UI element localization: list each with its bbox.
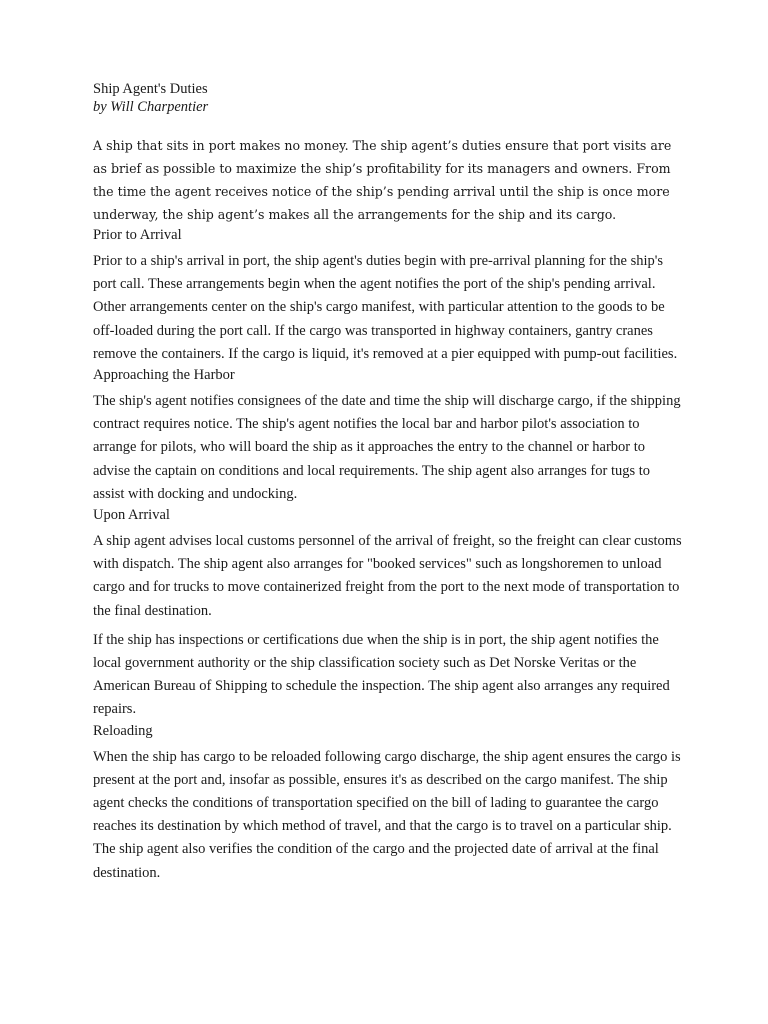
document-byline: by Will Charpentier	[93, 99, 209, 115]
document-title: Ship Agent's Duties	[93, 81, 208, 97]
section-upon-arrival	[93, 506, 683, 722]
section-paragraph: A ship agent advises local customs personnel of the arrival of freight, so the freight can clear customs with dispatch. The ship agent also arranges for "booked services" such as longshoremen to unload cargo and for trucks to move containerized freight from the port to the next mode of transportation to the final destination.	[93, 533, 682, 619]
section-reloading	[93, 722, 683, 885]
section-heading: Prior to Arrival	[93, 227, 182, 243]
section-heading: Approaching the Harbor	[93, 367, 235, 384]
document-page	[93, 80, 683, 885]
section-paragraph: The ship's agent notifies consignees of the date and time the ship will discharge cargo, if the shipping contract requires notice. The ship's agent notifies the local bar and harbor pilot's association to arrange for pilots, who will board the ship as it approaches the entry to the channel or harbor to advise the captain on conditions and local requirements. The ship agent also arranges for tugs to assist with docking and undocking.	[93, 393, 681, 502]
section-approaching-the-harbor	[93, 366, 683, 506]
section-paragraph: If the ship has inspections or certifications due when the ship is in port, the ship agent notifies the local government authority or the ship classification society such as Det Norske Veritas or the American Bureau of Shipping to schedule the inspection. The ship agent also arranges any required repairs.	[93, 631, 670, 718]
section-heading: Reloading	[93, 722, 153, 739]
intro-paragraph: A ship that sits in port makes no money. The ship agent’s duties ensure that port visits are as brief as possible to maximize the ship’s profitability for its managers and owners. From the time the agent receives notice of the ship’s pending arrival until the ship is once more underway, the ship agent’s makes all the arrangements for the ship and its cargo.	[93, 138, 672, 222]
section-paragraph: Prior to a ship's arrival in port, the ship agent's duties begin with pre-arrival planning for the ship's port call. These arrangements begin when the agent notifies the port of the ship's pending arrival. Other arrangements center on the ship's cargo manifest, with particular attention to the goods to be off-loaded during the port call. If the cargo was transported in highway containers, gantry cranes remove the containers. If the cargo is liquid, it's removed at a pier equipped with pump-out facilities.	[93, 253, 678, 362]
section-heading: Upon Arrival	[93, 507, 170, 524]
section-paragraph: When the ship has cargo to be reloaded following cargo discharge, the ship agent ensures the cargo is present at the port and, insofar as possible, ensures it's as described on the cargo manifest. The ship agent checks the conditions of transportation specified on the bill of lading to guarantee the cargo reaches its destination by which method of travel, and that the cargo is to travel on a particular ship. The ship agent also verifies the condition of the cargo and the projected date of arrival at the final destination.	[93, 748, 681, 881]
section-prior-to-arrival	[93, 226, 683, 366]
